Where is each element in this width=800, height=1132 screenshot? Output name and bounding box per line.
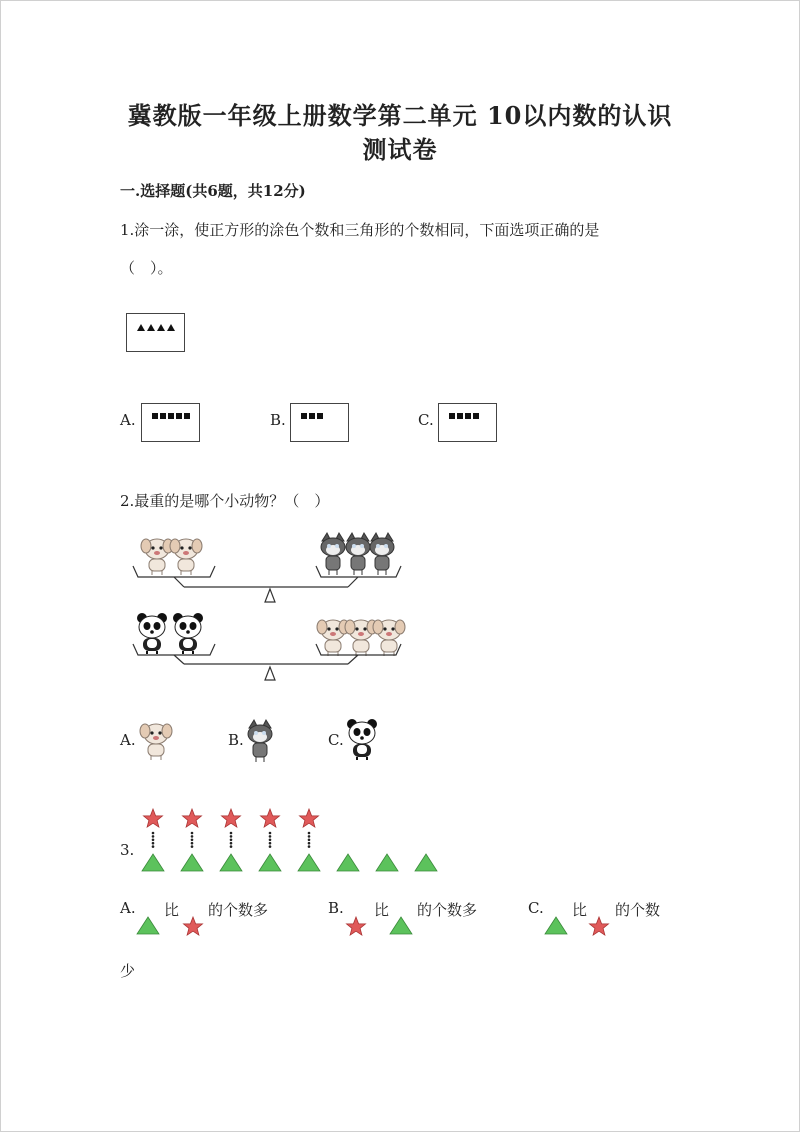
- option-b-star-icon: [347, 917, 366, 935]
- dot-mark: [269, 839, 272, 842]
- triangle-icon: [259, 854, 281, 871]
- dot-mark: [308, 842, 311, 845]
- dog-icon: [345, 620, 377, 656]
- option-b-triangle-icon: [390, 917, 412, 934]
- star-icon: [300, 809, 319, 827]
- dot-mark: [191, 835, 194, 838]
- q3-dotted-links: [152, 832, 311, 848]
- option-a-star-icon: [184, 917, 203, 935]
- square-icon: [449, 413, 455, 419]
- q1-option-b-squares: [301, 413, 323, 419]
- dot-mark: [191, 845, 194, 848]
- cat-icon: [370, 533, 394, 575]
- square-icon: [152, 413, 158, 419]
- dog-icon: [317, 620, 349, 656]
- q3-star-row: [144, 809, 319, 827]
- option-b-cat-icon: [248, 720, 272, 762]
- dot-mark: [230, 835, 233, 838]
- panda-icon: [173, 613, 203, 654]
- dot-mark: [152, 835, 155, 838]
- triangle-icon: [147, 324, 155, 331]
- q1-option-c-label[interactable]: C.: [418, 411, 434, 429]
- triangle-icon: [220, 854, 242, 871]
- square-icon: [309, 413, 315, 419]
- q3-number: 3.: [120, 841, 135, 859]
- q1-option-c-box[interactable]: [438, 403, 497, 442]
- q1-option-a-box[interactable]: [141, 403, 200, 442]
- panda-icon: [137, 613, 167, 654]
- option-a-dog-icon: [140, 724, 172, 760]
- q3-option-b-compare: 比: [374, 901, 390, 919]
- dot-mark: [269, 835, 272, 838]
- balance-scale-2: [133, 613, 405, 680]
- dog-icon: [170, 539, 202, 575]
- dot-mark: [269, 845, 272, 848]
- q3-option-c-suffix: 的个数: [615, 901, 661, 919]
- dot-mark: [308, 835, 311, 838]
- section-heading: 一.选择题(共6题，共12分): [120, 182, 306, 200]
- triangle-icon: [157, 324, 165, 331]
- star-icon: [222, 809, 241, 827]
- dot-mark: [152, 842, 155, 845]
- q1-option-c-squares: [449, 413, 479, 419]
- q1-option-b-box[interactable]: [290, 403, 349, 442]
- balance-scale-1: [133, 533, 401, 602]
- dot-mark: [230, 842, 233, 845]
- square-icon: [317, 413, 323, 419]
- dot-mark: [191, 832, 194, 835]
- q1-option-a-label[interactable]: A.: [120, 411, 136, 429]
- dot-mark: [308, 832, 311, 835]
- dot-mark: [191, 842, 194, 845]
- dot-mark: [152, 839, 155, 842]
- q2-option-c-label[interactable]: C.: [328, 731, 344, 749]
- dot-mark: [269, 842, 272, 845]
- option-c-triangle-icon: [545, 917, 567, 934]
- star-icon: [144, 809, 163, 827]
- square-icon: [457, 413, 463, 419]
- q1-option-b-label[interactable]: B.: [270, 411, 286, 429]
- dog-icon: [141, 539, 173, 575]
- square-icon: [473, 413, 479, 419]
- option-c-panda-icon: [347, 719, 377, 760]
- dot-mark: [152, 845, 155, 848]
- dot-mark: [230, 845, 233, 848]
- dot-mark: [269, 832, 272, 835]
- q1-triangle-group: [137, 324, 175, 331]
- q3-triangle-row: [142, 854, 437, 871]
- triangle-icon: [142, 854, 164, 871]
- q1-option-a-squares: [152, 413, 190, 419]
- q1-triangle-box: [126, 313, 185, 352]
- dot-mark: [230, 832, 233, 835]
- q3-option-a-label[interactable]: A.: [120, 899, 136, 917]
- triangle-icon: [167, 324, 175, 331]
- triangle-icon: [298, 854, 320, 871]
- dot-mark: [308, 845, 311, 848]
- star-icon: [183, 809, 202, 827]
- triangle-icon: [137, 324, 145, 331]
- q3-option-c-overflow: 少: [120, 962, 136, 980]
- square-icon: [160, 413, 166, 419]
- dot-mark: [191, 839, 194, 842]
- q2-option-a-label[interactable]: A.: [120, 731, 136, 749]
- dot-mark: [152, 832, 155, 835]
- q1-stem: 1.涂一涂，使正方形的涂色个数和三角形的个数相同，下面选项正确的是: [120, 221, 600, 239]
- page-title: 冀教版一年级上册数学第二单元 10以内数的认识: [127, 101, 673, 130]
- star-icon: [261, 809, 280, 827]
- triangle-icon: [376, 854, 398, 871]
- cat-icon: [346, 533, 370, 575]
- q2-stem: 2.最重的是哪个小动物？（ ）: [120, 492, 330, 510]
- square-icon: [176, 413, 182, 419]
- q3-figure: [0, 800, 800, 960]
- q2-option-b-label[interactable]: B.: [228, 731, 244, 749]
- dog-icon: [373, 620, 405, 656]
- dot-mark: [308, 839, 311, 842]
- page-title-line2: 测试卷: [362, 135, 438, 164]
- square-icon: [184, 413, 190, 419]
- square-icon: [465, 413, 471, 419]
- square-icon: [301, 413, 307, 419]
- dot-mark: [230, 839, 233, 842]
- q3-option-a-compare: 比: [164, 901, 180, 919]
- q3-option-b-label[interactable]: B.: [328, 899, 344, 917]
- triangle-icon: [415, 854, 437, 871]
- option-a-triangle-icon: [137, 917, 159, 934]
- q3-option-b-suffix: 的个数多: [417, 901, 478, 919]
- square-icon: [168, 413, 174, 419]
- triangle-icon: [181, 854, 203, 871]
- cat-icon: [321, 533, 345, 575]
- option-c-star-icon: [590, 917, 609, 935]
- triangle-icon: [337, 854, 359, 871]
- q3-option-c-label[interactable]: C.: [528, 899, 544, 917]
- q1-stem-blank: （ ）。: [120, 259, 173, 277]
- q3-option-c-compare: 比: [572, 901, 588, 919]
- q3-option-a-suffix: 的个数多: [208, 901, 269, 919]
- q2-balance-scales: [0, 530, 800, 790]
